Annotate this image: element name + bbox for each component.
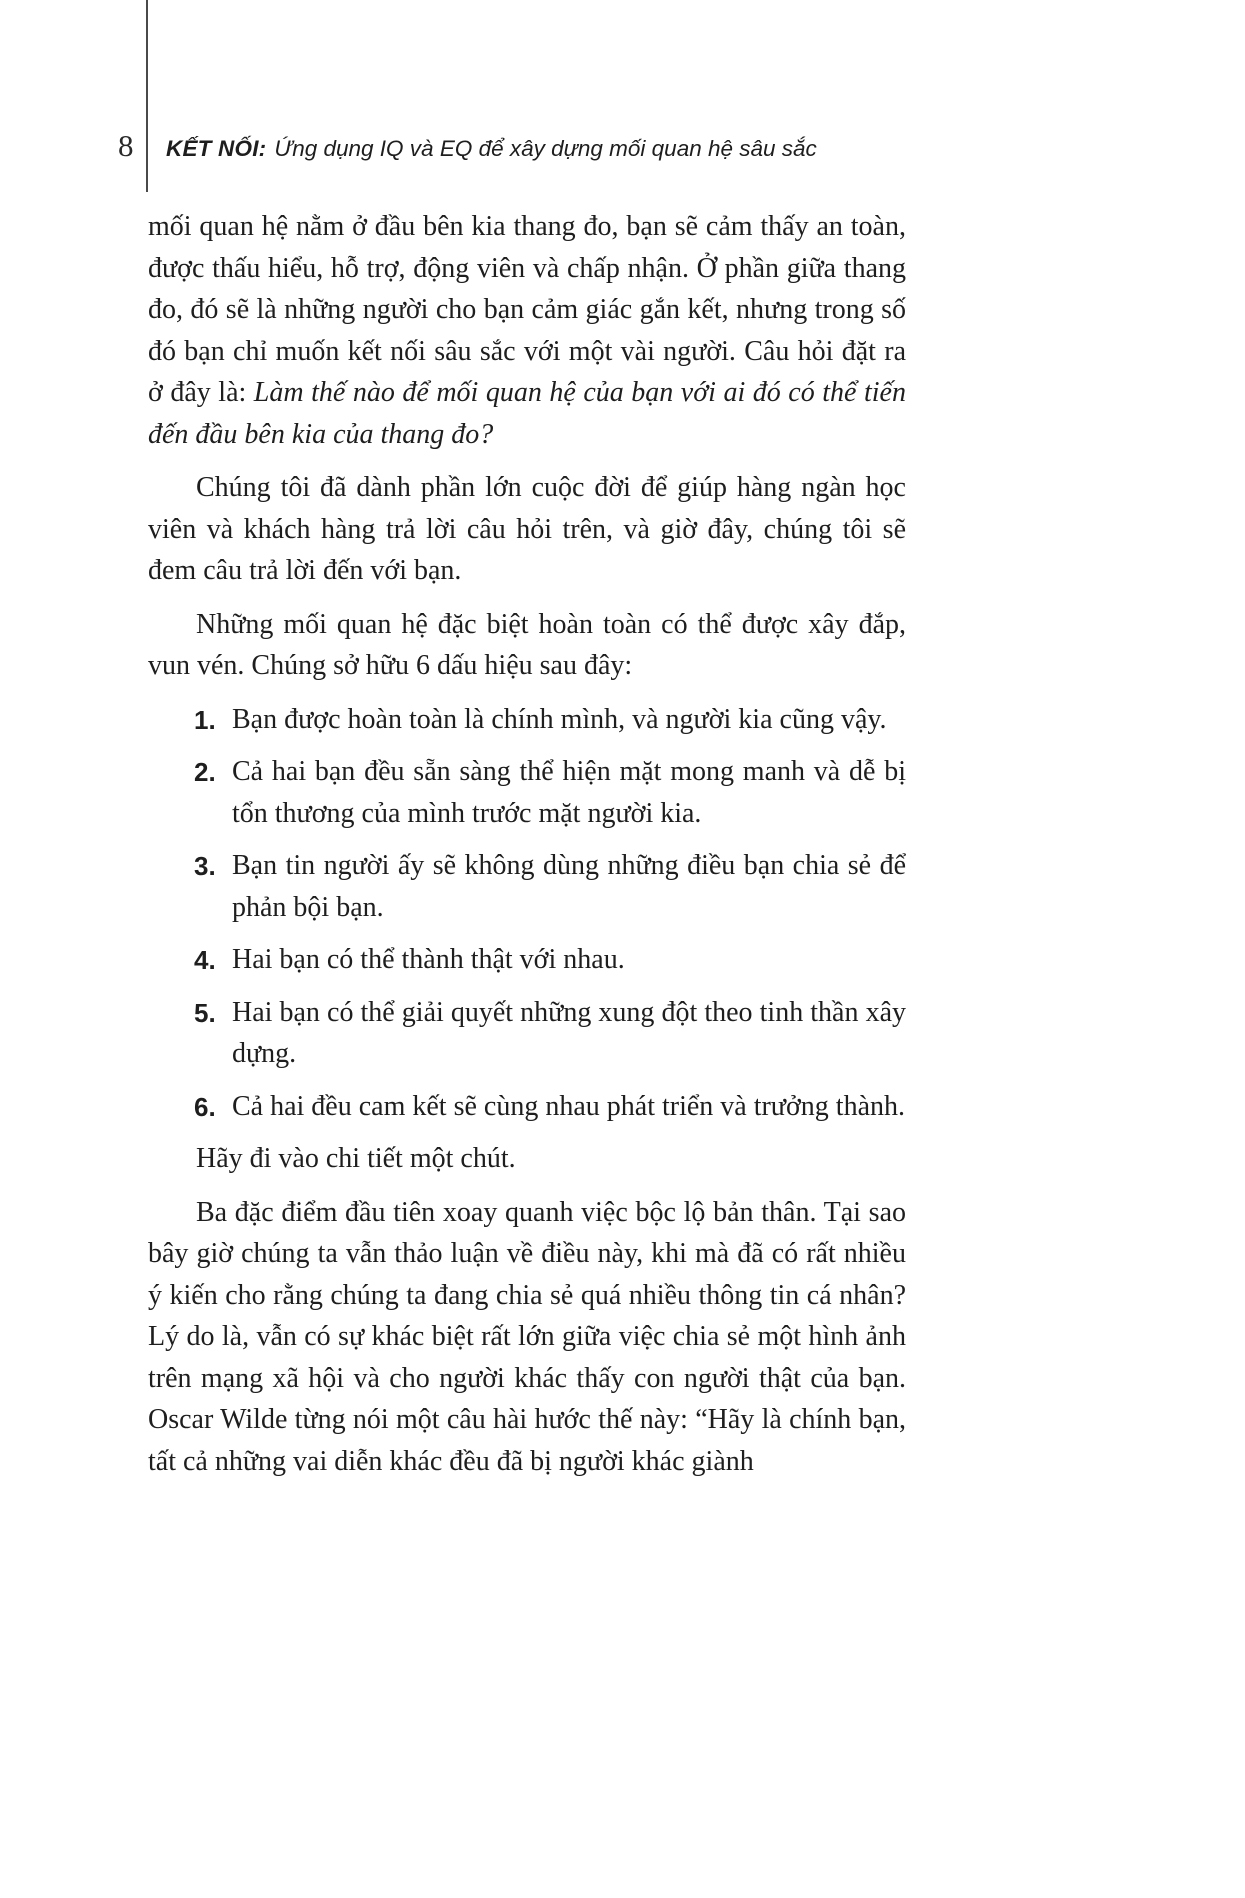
- list-item-2: [148, 751, 906, 834]
- list-item-2-number: 2.: [194, 757, 216, 787]
- list-item-6-number: 6.: [194, 1091, 216, 1122]
- paragraph-5: Ba đặc điểm đầu tiên xoay quanh việc bộc lộ bản thân. Tại sao bây giờ chúng ta vẫn thảo luận về điều này, khi mà đã có rất nhiều ý kiến cho rằng chúng ta đang chia sẻ quá nhiều thông tin cá nhân? Lý do là, vẫn có sự khác biệt rất lớn giữa việc chia sẻ một hình ảnh trên mạng xã hội và cho người khác thấy con người thật của bạn. Oscar Wilde từng nói một câu hài hước thế này: “Hãy là chính bạn, tất cả những vai diễn khác đều đã bị người khác giành: [148, 1196, 906, 1477]
- list-item-5-text: Hai bạn có thể giải quyết những xung đột theo tinh thần xây dựng.: [232, 996, 906, 1069]
- list-item-3: [148, 845, 906, 928]
- list-item-2-text: Cả hai bạn đều sẵn sàng thể hiện mặt mong manh và dễ bị tổn thương của mình trước mặt người kia.: [232, 756, 906, 829]
- page-number: 8: [118, 128, 134, 163]
- paragraph-1-text: mối quan hệ nằm ở đầu bên kia thang đo, bạn sẽ cảm thấy an toàn, được thấu hiểu, hỗ trợ, động viên và chấp nhận. Ở phần giữa thang đo, đó sẽ là những người cho bạn cảm giác gắn kết, nhưng trong số đó bạn chỉ muốn kết nối sâu sắc với một vài người. Câu hỏi đặt ra ở đây là:: [148, 211, 906, 408]
- list-item-1: [148, 699, 906, 741]
- list-item-4: [148, 939, 906, 981]
- list-item-6: [148, 1086, 906, 1128]
- running-header: [166, 136, 886, 162]
- running-header-title: KẾT NỐI:: [166, 136, 267, 161]
- list-item-3-number: 3.: [194, 851, 216, 881]
- list-item-5: [148, 992, 906, 1075]
- list-item-3-text: Bạn tin người ấy sẽ không dùng những điều bạn chia sẻ để phản bội bạn.: [232, 850, 906, 923]
- running-header-subtitle: Ứng dụng IQ và EQ để xây dựng mối quan hệ sâu sắc: [274, 136, 817, 161]
- header-vertical-rule: [146, 0, 148, 192]
- page-body: [148, 206, 906, 1494]
- paragraph-1: [148, 206, 906, 455]
- list-item-6-text: Cả hai đều cam kết sẽ cùng nhau phát triển và trưởng thành.: [232, 1090, 905, 1122]
- list-item-4-text: Hai bạn có thể thành thật với nhau.: [232, 944, 625, 975]
- list-item-1-text: Bạn được hoàn toàn là chính mình, và người kia cũng vậy.: [232, 703, 887, 735]
- signs-list: [148, 699, 906, 1128]
- paragraph-2: Chúng tôi đã dành phần lớn cuộc đời để giúp hàng ngàn học viên và khách hàng trả lời câu hỏi trên, và giờ đây, chúng tôi sẽ đem câu trả lời đến với bạn.: [148, 472, 906, 586]
- paragraph-3: Những mối quan hệ đặc biệt hoàn toàn có thể được xây đắp, vun vén. Chúng sở hữu 6 dấu hiệu sau đây:: [148, 608, 906, 681]
- list-item-1-number: 1.: [194, 704, 216, 735]
- paragraph-4: Hãy đi vào chi tiết một chút.: [196, 1143, 516, 1174]
- list-item-4-number: 4.: [194, 945, 216, 975]
- paragraph-1-italic-question: Làm thế nào để mối quan hệ của bạn với ai đó có thể tiến đến đầu bên kia của thang đo?: [148, 377, 906, 450]
- list-item-5-number: 5.: [194, 997, 216, 1028]
